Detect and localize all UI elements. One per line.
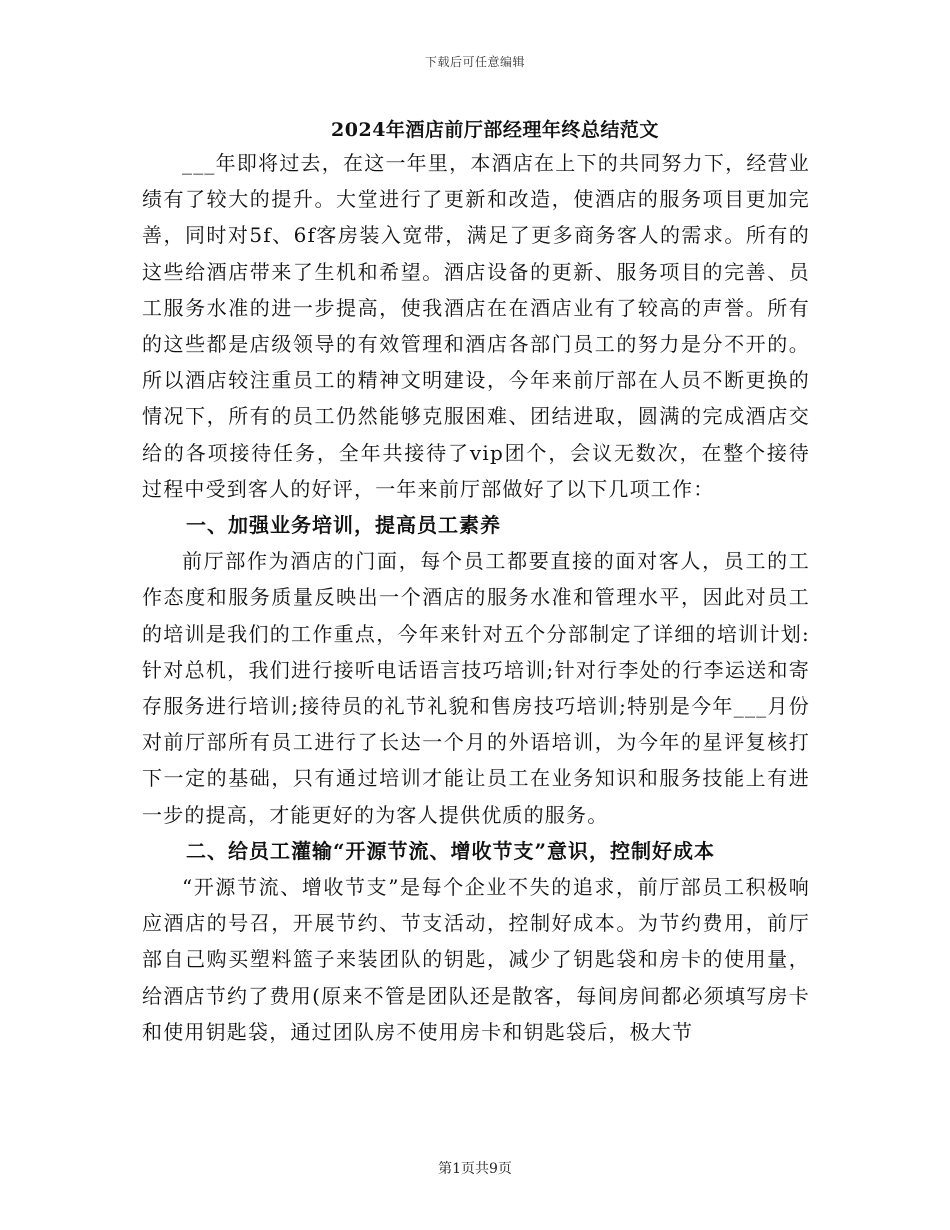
section-2-heading: 二、给员工灌输“开源节流、增收节支”意识，控制好成本 — [186, 838, 716, 863]
header-note: 下载后可任意编辑 — [424, 55, 525, 69]
intro-paragraph: ___年即将过去，在这一年里，本酒店在上下的共同努力下，经营业绩有了较大的提升。大堂进行了更新和改造，使酒店的服务项目更加完善，同时对5f、6f客房装入宽带，满足了更多商务客人的需求。所有的这些给酒店带来了生机和希望。酒店设备的更新、服务项目的完善、员工服务水准的进一步提高，使我酒店在在酒店业有了较高的声誉。所有的这些都是店级领导的有效管理和酒店各部门员工的努力是分不开的。所以酒店较注重员工的精神文明建设，今年来前厅部在人员不断更换的情况下，所有的员工仍然能够克服困难、团结进取，圆满的完成酒店交给的各项接待任务，全年共接待了vip团个，会议无数次，在整个接待过程中受到客人的好评，一年来前厅部做好了以下几项工作： — [142, 151, 810, 501]
section-2-paragraph: “开源节流、增收节支”是每个企业不失的追求，前厅部员工积极响应酒店的号召，开展节约、节支活动，控制好成本。为节约费用，前厅部自己购买塑料篮子来装团队的钥匙，减少了钥匙袋和房卡的使用量，给酒店节约了费用(原来不管是团队还是散客，每间房间都必须填写房卡和使用钥匙袋，通过团队房不使用房卡和钥匙袋后，极大节 — [142, 875, 810, 1044]
page-number-footer: 第1页共9页 — [438, 1161, 512, 1177]
section-1-heading: 一、加强业务培训，提高员工素养 — [186, 513, 501, 538]
document-title: 2024年酒店前厅部经理年终总结范文 — [331, 119, 659, 141]
section-1-paragraph: 前厅部作为酒店的门面，每个员工都要直接的面对客人，员工的工作态度和服务质量反映出一个酒店的服务水准和管理水平，因此对员工的培训是我们的工作重点，今年来针对五个分部制定了详细的培训计划:针对总机，我们进行接听电话语言技巧培训;针对行李处的行李运送和寄存服务进行培训;接待员的礼节礼貌和售房技巧培训;特别是今年___月份对前厅部所有员工进行了长达一个月的外语培训，为今年的星评复核打下一定的基础，只有通过培训才能让员工在业务知识和服务技能上有进一步的提高，才能更好的为客人提供优质的服务。 — [142, 549, 810, 827]
document-body — [142, 145, 810, 1050]
